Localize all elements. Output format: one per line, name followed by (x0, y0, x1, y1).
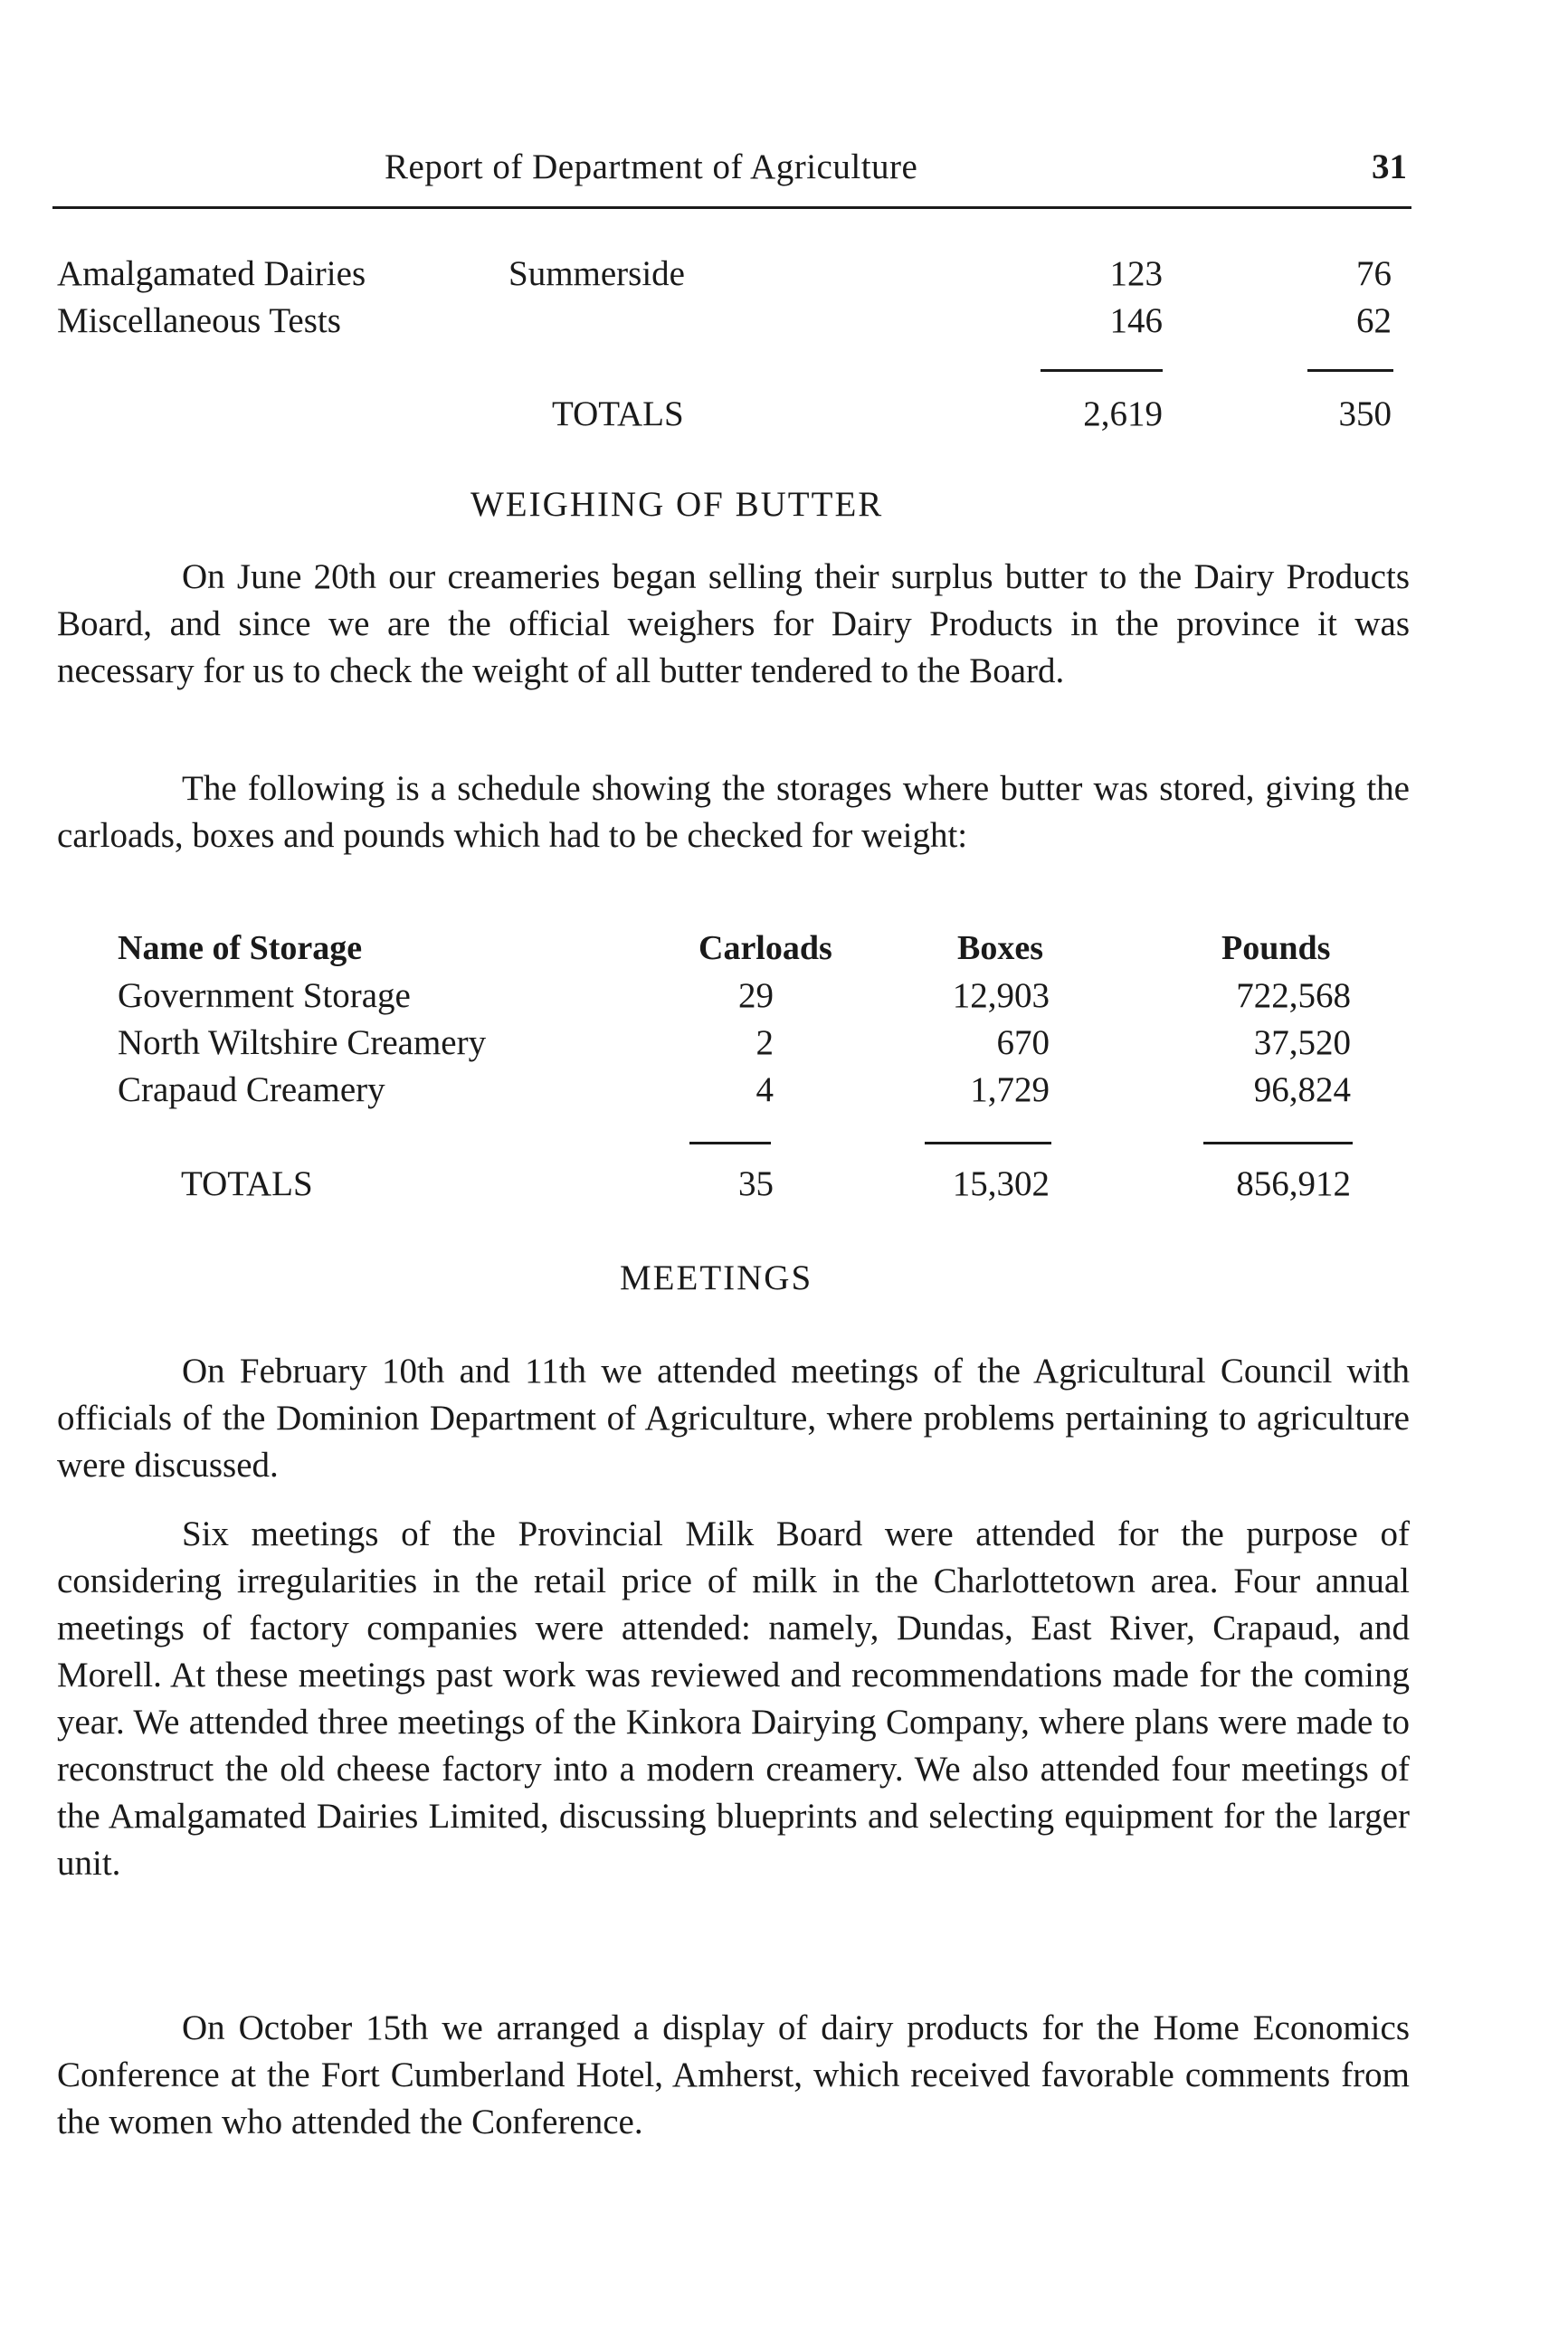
paragraph: On June 20th our creameries began selling their surplus butter to the Dairy Products Board, and since we are the official weighers for Dairy Products in the province it was necessary for us to check the weight of all butter tendered to the Board. (57, 557, 1410, 690)
table-row-name: Amalgamated Dairies (57, 254, 366, 293)
table-cell-boxes: 12,903 (952, 976, 1050, 1015)
table-cell-pounds: 37,520 (1253, 1023, 1351, 1062)
totals-value: 2,619 (1083, 394, 1163, 433)
table-cell-boxes: 1,729 (970, 1070, 1050, 1109)
page-header-title: Report of Department of Agriculture (385, 147, 918, 186)
total-rule (925, 1142, 1051, 1144)
table-row-name: Crapaud Creamery (118, 1070, 385, 1109)
table-row-name: Miscellaneous Tests (57, 301, 341, 340)
totals-boxes: 15,302 (952, 1164, 1050, 1203)
paragraph: The following is a schedule showing the storages where butter was stored, giving the carloads, boxes and pounds which had to be checked for weight: (57, 769, 1410, 855)
table-row-value: 123 (1109, 254, 1163, 293)
section-heading-weighing: WEIGHING OF BUTTER (470, 485, 884, 524)
header-rule (52, 206, 1411, 209)
table-row-value: 62 (1356, 301, 1392, 340)
column-header: Pounds (1221, 929, 1331, 967)
total-rule (1307, 369, 1393, 372)
table-cell-carloads: 2 (755, 1023, 774, 1062)
column-header: Carloads (698, 929, 832, 967)
table-row-value: 146 (1109, 301, 1163, 340)
table-cell-carloads: 29 (738, 976, 774, 1015)
paragraph: On February 10th and 11th we attended meetings of the Agricultural Council with officials of the Dominion Department of Agriculture, where problems pertaining to agriculture were discussed. (57, 1352, 1410, 1485)
total-rule (1041, 369, 1163, 372)
column-header: Name of Storage (118, 929, 363, 967)
paragraph: Six meetings of the Provincial Milk Board were attended for the purpose of considering irregularities in the retail price of milk in the Charlottetown area. Four annual meetings of factory companies were attended: namely, Dundas, East River, Crapaud, and Morell. At these meetings past work was reviewed and recommendations made for the coming year. We attended three meetings of the Kinkora Dairying Company, where plans were made to reconstruct the old cheese factory into a modern creamery. We also attended four meetings of the Amalgamated Dairies Limited, discussing blueprints and selecting equipment for the larger unit. (57, 1514, 1410, 1883)
totals-pounds: 856,912 (1236, 1164, 1351, 1203)
table-cell-carloads: 4 (755, 1070, 774, 1109)
totals-label: TOTALS (552, 394, 684, 433)
total-rule (1203, 1142, 1353, 1144)
column-header: Boxes (957, 929, 1043, 967)
table-cell-boxes: 670 (996, 1023, 1050, 1062)
total-rule (689, 1142, 771, 1144)
totals-value: 350 (1338, 394, 1392, 433)
table-row-value: 76 (1356, 254, 1392, 293)
table-row-place: Summerside (508, 254, 685, 293)
table-cell-pounds: 722,568 (1236, 976, 1351, 1015)
section-heading-meetings: MEETINGS (620, 1258, 813, 1297)
table-cell-pounds: 96,824 (1253, 1070, 1351, 1109)
table-row-name: Government Storage (118, 976, 411, 1015)
totals-carloads: 35 (738, 1164, 774, 1203)
totals-label: TOTALS (181, 1164, 313, 1203)
page-number: 31 (1372, 147, 1407, 186)
paragraph: On October 15th we arranged a display of dairy products for the Home Economics Conference at the Fort Cumberland Hotel, Amherst, which received favorable comments from the women who attended the Conference. (57, 2008, 1410, 2141)
table-row-name: North Wiltshire Creamery (118, 1023, 487, 1062)
